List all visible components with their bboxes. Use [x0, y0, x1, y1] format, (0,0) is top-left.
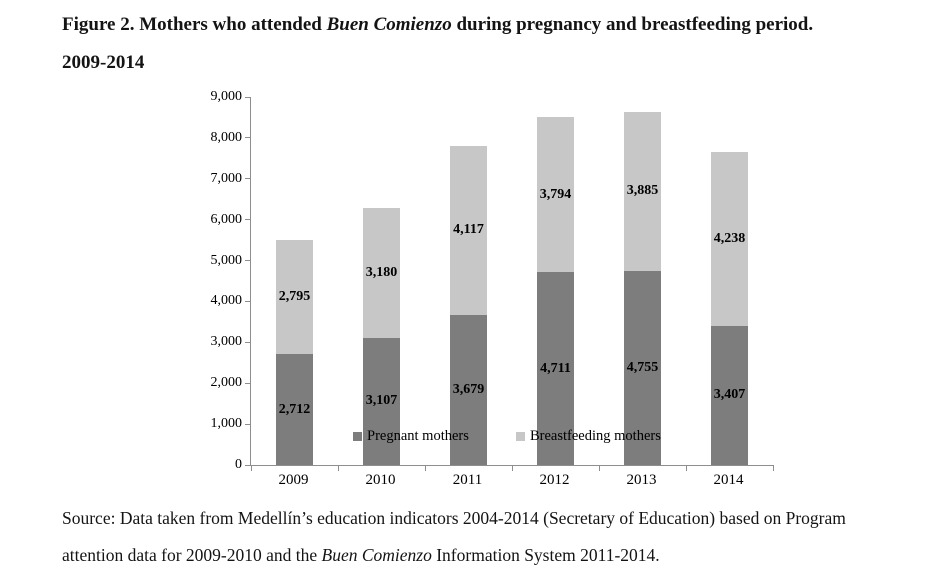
y-axis-labels [175, 89, 242, 472]
x-tick-label: 2011 [452, 472, 483, 488]
y-tick-label: 3,000 [210, 334, 242, 350]
x-tick-label: 2009 [278, 472, 309, 488]
bar-segment-breastfeeding [276, 240, 313, 354]
x-tick-mark [773, 465, 774, 471]
bar-segment-breastfeeding [450, 146, 487, 314]
x-tick-label: 2012 [539, 472, 570, 488]
bar-2009 [276, 240, 313, 465]
y-tick-mark [245, 383, 251, 384]
bar-segment-pregnant [276, 354, 313, 465]
source-line2 [62, 537, 946, 571]
caption-italic-program-name: Buen Comienzo [326, 14, 452, 35]
bar-segment-breastfeeding [711, 152, 748, 325]
bar-value-label: 2,795 [278, 288, 311, 304]
figure-caption-line1 [62, 6, 942, 44]
x-tick-mark [251, 465, 252, 471]
x-axis-labels [250, 472, 772, 492]
source-suffix: Information System 2011-2014. [431, 545, 660, 565]
y-tick-label: 8,000 [210, 129, 242, 145]
figure-caption [62, 6, 942, 82]
source-prefix: attention data for 2009-2010 and the [62, 545, 322, 565]
x-tick-label: 2010 [365, 472, 396, 488]
bar-segment-breastfeeding [363, 208, 400, 338]
legend-item-breastfeeding [516, 428, 661, 445]
bar-value-label: 4,117 [453, 222, 484, 238]
bar-2011 [450, 146, 487, 465]
caption-suffix: during pregnancy and breastfeeding period. [451, 14, 814, 35]
bar-value-label: 3,407 [713, 387, 746, 403]
x-tick-label: 2013 [626, 472, 657, 488]
y-tick-mark [245, 219, 251, 220]
x-tick-mark [512, 465, 513, 471]
y-tick-label: 5,000 [210, 252, 242, 268]
legend-label-pregnant: Pregnant mothers [367, 428, 469, 444]
legend-marker-pregnant [353, 432, 362, 441]
figure-caption-line2: 2009-2014 [62, 52, 145, 73]
bar-2010 [363, 208, 400, 465]
bar-segment-pregnant [363, 338, 400, 465]
bar-2012 [537, 117, 574, 465]
y-tick-mark [245, 424, 251, 425]
legend-marker-breastfeeding [516, 432, 525, 441]
y-tick-mark [245, 260, 251, 261]
y-tick-label: 2,000 [210, 375, 242, 391]
bar-segment-breastfeeding [624, 112, 661, 271]
legend-item-pregnant [353, 428, 469, 445]
y-tick-mark [245, 178, 251, 179]
x-tick-label: 2014 [713, 472, 744, 488]
x-tick-mark [599, 465, 600, 471]
y-tick-label: 7,000 [210, 170, 242, 186]
y-tick-label: 6,000 [210, 211, 242, 227]
bar-value-label: 2,712 [278, 401, 311, 417]
x-tick-mark [425, 465, 426, 471]
bar-value-label: 3,794 [539, 186, 572, 202]
source-italic-program-name: Buen Comienzo [321, 545, 432, 565]
bar-value-label: 4,711 [540, 360, 571, 376]
y-tick-mark [245, 137, 251, 138]
x-tick-mark [686, 465, 687, 471]
bar-2014 [711, 152, 748, 465]
y-tick-mark [245, 301, 251, 302]
y-tick-label: 1,000 [210, 416, 242, 432]
caption-prefix: Figure 2. Mothers who attended [62, 14, 327, 35]
y-tick-label: 0 [235, 457, 242, 472]
bar-value-label: 4,238 [713, 231, 746, 247]
bar-2013 [624, 112, 661, 465]
y-tick-mark [245, 342, 251, 343]
bar-segment-breastfeeding [537, 117, 574, 272]
bar-value-label: 4,755 [626, 359, 659, 375]
y-tick-label: 9,000 [210, 89, 242, 104]
bar-value-label: 3,679 [452, 381, 485, 397]
bar-value-label: 3,180 [365, 264, 398, 280]
plot-area [250, 97, 773, 466]
x-tick-mark [338, 465, 339, 471]
bar-segment-pregnant [711, 326, 748, 465]
source-note [62, 500, 946, 571]
source-line1: Source: Data taken from Medellín’s education indicators 2004-2014 (Secretary of Education) based on Program [62, 508, 846, 528]
y-tick-label: 4,000 [210, 293, 242, 309]
bar-value-label: 3,885 [626, 183, 659, 199]
bar-value-label: 3,107 [365, 393, 398, 409]
legend-label-breastfeeding: Breastfeeding mothers [530, 428, 661, 444]
y-tick-mark [245, 97, 251, 98]
